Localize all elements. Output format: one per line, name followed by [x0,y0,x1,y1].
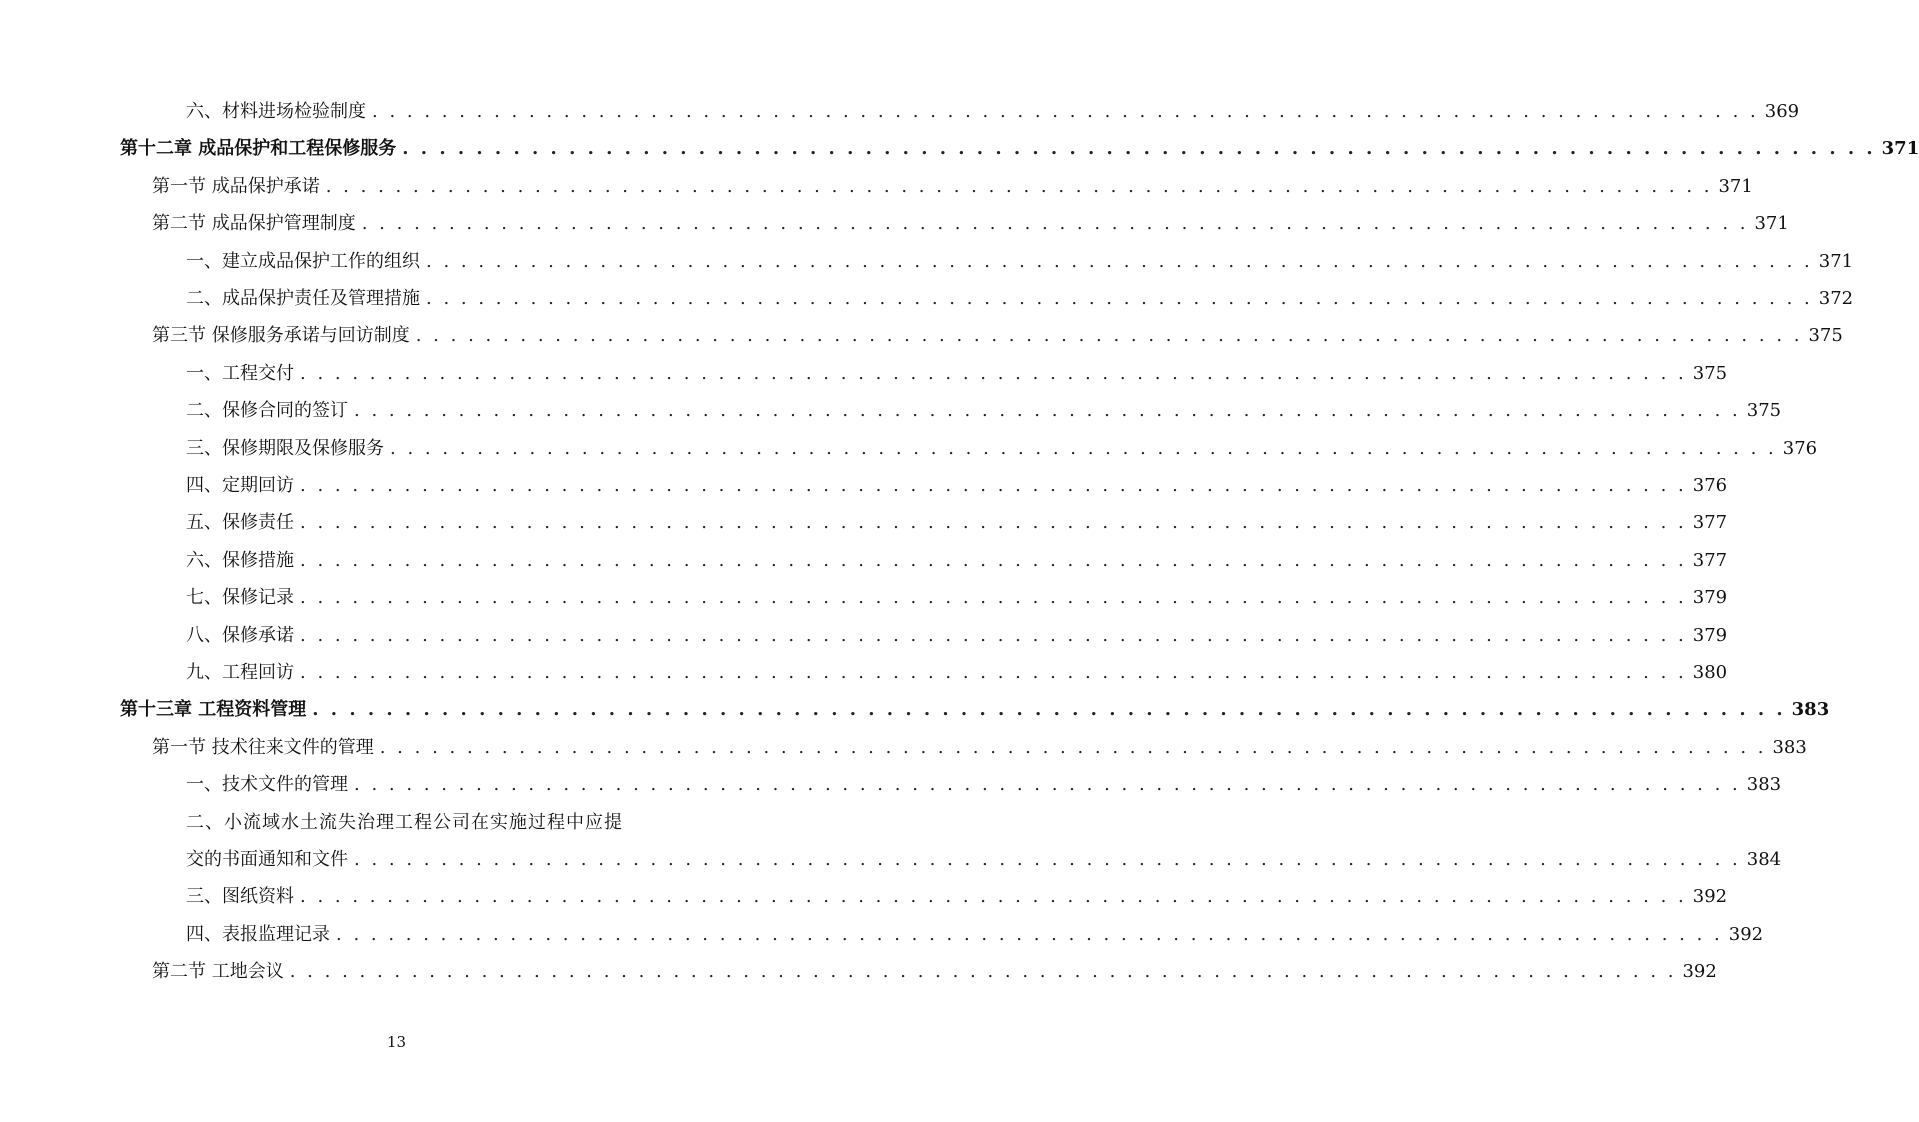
toc-entry [186,287,1854,311]
toc-leader-dots: . . . . . . . . . . . . . . . . . . . . . . . . . . . . . . . . . . . . . . . . . . . . . . . . . . . . . . . . . . . . . . . . . . . . . . . . . . . . . . . . [336,924,1723,945]
toc-entry-label: 交的书面通知和文件 [186,849,348,870]
toc-entry [152,324,1843,348]
toc-entry-label: 三、图纸资料 [186,886,294,907]
toc-entry-page: 371 [1718,176,1753,197]
toc-entry-page: 371 [1881,138,1919,159]
toc-leader-dots: . . . . . . . . . . . . . . . . . . . . . . . . . . . . . . . . . . . . . . . . . . . . . . . . . . . . . . . . . . . . . . . . . . . . . . . . . . . . . . . . [390,438,1777,459]
toc-entry-page: 372 [1818,288,1854,309]
toc-entry-page: 376 [1692,475,1728,496]
toc-entry-label: 九、工程回访 [186,662,294,683]
toc-entry-label: 三、保修期限及保修服务 [186,438,384,459]
toc-leader-dots: . . . . . . . . . . . . . . . . . . . . . . . . . . . . . . . . . . . . . . . . . . . . . . . . . . . . . . . . . . . . . . . . . . . . . . . . . . . . . . . . [300,886,1687,907]
toc-entry-page: 375 [1746,400,1782,421]
toc-entry [186,250,1854,274]
toc-entry [152,175,1753,199]
toc-entry-label: 第十三章 工程资料管理 [120,699,307,720]
toc-leader-dots: . . . . . . . . . . . . . . . . . . . . . . . . . . . . . . . . . . . . . . . . . . . . . . . . . . . . . . . . . . . . . . . . . . . . . . . . . . . . . . . . [300,587,1687,608]
toc-entry-label: 六、保修措施 [186,550,294,571]
toc-entry [152,212,1789,236]
toc-entry-label: 一、技术文件的管理 [186,774,348,795]
toc-leader-dots: . . . . . . . . . . . . . . . . . . . . . . . . . . . . . . . . . . . . . . . . . . . . . . . . . . . . . . . . . . . . . . . . . . . . . . . . . . . . . . . . [300,625,1687,646]
toc-entry-label: 第一节 技术往来文件的管理 [152,737,374,758]
toc-entry [186,661,1728,685]
toc-entry-label: 六、材料进场检验制度 [186,101,366,122]
toc-entry-page: 377 [1692,512,1728,533]
toc-leader-dots: . . . . . . . . . . . . . . . . . . . . . . . . . . . . . . . . . . . . . . . . . . . . . . . . . . . . . . . . . . . . . . . . . . . . . . . . . . . . . . . . [402,138,1876,159]
toc-entry-label: 四、表报监理记录 [186,924,330,945]
toc-entry-page: 384 [1746,849,1782,870]
toc-entry-label: 第一节 成品保护承诺 [152,176,320,197]
toc-entry-page: 371 [1818,251,1854,272]
toc-entry [186,773,1782,797]
toc-entry [186,100,1800,124]
toc-entry-page: 369 [1764,101,1800,122]
toc-entry [186,923,1764,947]
toc-entry-label: 二、保修合同的签订 [186,400,348,421]
toc-leader-dots: . . . . . . . . . . . . . . . . . . . . . . . . . . . . . . . . . . . . . . . . . . . . . . . . . . . . . . . . . . . . . . . . . . . . . . . . . . . . . . . . [300,363,1687,384]
toc-entry-page: 392 [1682,961,1717,982]
toc-entry [186,549,1728,573]
toc-entry-page: 377 [1692,550,1728,571]
toc-entry-page: 371 [1754,213,1789,234]
toc-entry-page: 375 [1808,325,1843,346]
toc-leader-dots: . . . . . . . . . . . . . . . . . . . . . . . . . . . . . . . . . . . . . . . . . . . . . . . . . . . . . . . . . . . . . . . . . . . . . . . . . . . . . . . . [379,737,1767,758]
toc-leader-dots: . . . . . . . . . . . . . . . . . . . . . . . . . . . . . . . . . . . . . . . . . . . . . . . . . . . . . . . . . . . . . . . . . . . . . . . . . . . . . . . . [300,475,1687,496]
toc-entry [186,885,1728,909]
toc-leader-dots: . . . . . . . . . . . . . . . . . . . . . . . . . . . . . . . . . . . . . . . . . . . . . . . . . . . . . . . . . . . . . . . . . . . . . . . . . . . . . . . . [361,213,1749,234]
toc-entry [152,736,1807,760]
toc-entry-label: 第十二章 成品保护和工程保修服务 [120,138,397,159]
toc-entry [186,586,1728,610]
toc-entry-label: 四、定期回访 [186,475,294,496]
toc-entry-page: 383 [1791,699,1830,720]
toc-leader-dots: . . . . . . . . . . . . . . . . . . . . . . . . . . . . . . . . . . . . . . . . . . . . . . . . . . . . . . . . . . . . . . . . . . . . . . . . . . . . . . . . [354,400,1741,421]
toc-entry-page: 379 [1692,625,1728,646]
toc-leader-dots: . . . . . . . . . . . . . . . . . . . . . . . . . . . . . . . . . . . . . . . . . . . . . . . . . . . . . . . . . . . . . . . . . . . . . . . . . . . . . . . . [325,176,1713,197]
toc-entry-page: 379 [1692,587,1728,608]
toc-leader-dots: . . . . . . . . . . . . . . . . . . . . . . . . . . . . . . . . . . . . . . . . . . . . . . . . . . . . . . . . . . . . . . . . . . . . . . . . . . . . . . . . [426,251,1813,272]
toc-entry [186,437,1818,461]
toc-leader-dots: . . . . . . . . . . . . . . . . . . . . . . . . . . . . . . . . . . . . . . . . . . . . . . . . . . . . . . . . . . . . . . . . . . . . . . . . . . . . . . . . [289,961,1677,982]
toc-entry-page: 375 [1692,363,1728,384]
toc-entry-page: 392 [1728,924,1764,945]
toc-entry [186,362,1728,386]
toc-entry [186,811,673,835]
toc-leader-dots: . . . . . . . . . . . . . . . . . . . . . . . . . . . . . . . . . . . . . . . . . . . . . . . . . . . . . . . . . . . . . . . . . . . . . . . . . . . . . . . . [300,550,1687,571]
toc-entry-label: 五、保修责任 [186,512,294,533]
toc-entry-page: 376 [1782,438,1818,459]
toc-leader-dots: . . . . . . . . . . . . . . . . . . . . . . . . . . . . . . . . . . . . . . . . . . . . . . . . . . . . . . . . . . . . . . . . . . . . . . . . . . . . . . . . [415,325,1803,346]
toc-entry-page: 383 [1746,774,1782,795]
toc-entry-page: 383 [1772,737,1807,758]
toc-entry-page: 380 [1692,662,1728,683]
toc-entry [186,399,1782,423]
toc-entry [120,698,1830,722]
toc-entry [152,960,1717,984]
toc-entry-label: 第二节 工地会议 [152,961,284,982]
toc-entry [186,848,1782,872]
toc-leader-dots: . . . . . . . . . . . . . . . . . . . . . . . . . . . . . . . . . . . . . . . . . . . . . . . . . . . . . . . . . . . . . . . . . . . . . . . . . . . . . . . . [300,512,1687,533]
toc-entry-label: 第三节 保修服务承诺与回访制度 [152,325,410,346]
toc-entry-label: 二、成品保护责任及管理措施 [186,288,420,309]
toc-leader-dots: . . . . . . . . . . . . . . . . . . . . . . . . . . . . . . . . . . . . . . . . . . . . . . . . . . . . . . . . . . . . . . . . . . . . . . . . . . . . . . . . [426,288,1813,309]
toc-entry [186,474,1728,498]
toc-entry [186,511,1728,535]
toc-entry-label: 八、保修承诺 [186,625,294,646]
toc-entry [120,137,1919,161]
toc-entry-label: 一、建立成品保护工作的组织 [186,251,420,272]
toc-entry [186,624,1728,648]
page-number: 13 [386,1033,407,1051]
toc-entry-label: 第二节 成品保护管理制度 [152,213,356,234]
toc-leader-dots: . . . . . . . . . . . . . . . . . . . . . . . . . . . . . . . . . . . . . . . . . . . . . . . . . . . . . . . . . . . . . . . . . . . . . . . . . . . . . . . . [354,774,1741,795]
toc-leader-dots: . . . . . . . . . . . . . . . . . . . . . . . . . . . . . . . . . . . . . . . . . . . . . . . . . . . . . . . . . . . . . . . . . . . . . . . . . . . . . . . . [300,662,1687,683]
toc-leader-dots: . . . . . . . . . . . . . . . . . . . . . . . . . . . . . . . . . . . . . . . . . . . . . . . . . . . . . . . . . . . . . . . . . . . . . . . . . . . . . . . . [372,101,1759,122]
toc-entry-label: 七、保修记录 [186,587,294,608]
toc-entry-page: 392 [1692,886,1728,907]
toc-entry-label: 一、工程交付 [186,363,294,384]
toc-leader-dots: . . . . . . . . . . . . . . . . . . . . . . . . . . . . . . . . . . . . . . . . . . . . . . . . . . . . . . . . . . . . . . . . . . . . . . . . . . . . . . . . [354,849,1741,870]
toc-entry-label: 二、小流域水土流失治理工程公司在实施过程中应提 [186,812,623,833]
toc-leader-dots: . . . . . . . . . . . . . . . . . . . . . . . . . . . . . . . . . . . . . . . . . . . . . . . . . . . . . . . . . . . . . . . . . . . . . . . . . . . . . . . . [312,699,1786,720]
